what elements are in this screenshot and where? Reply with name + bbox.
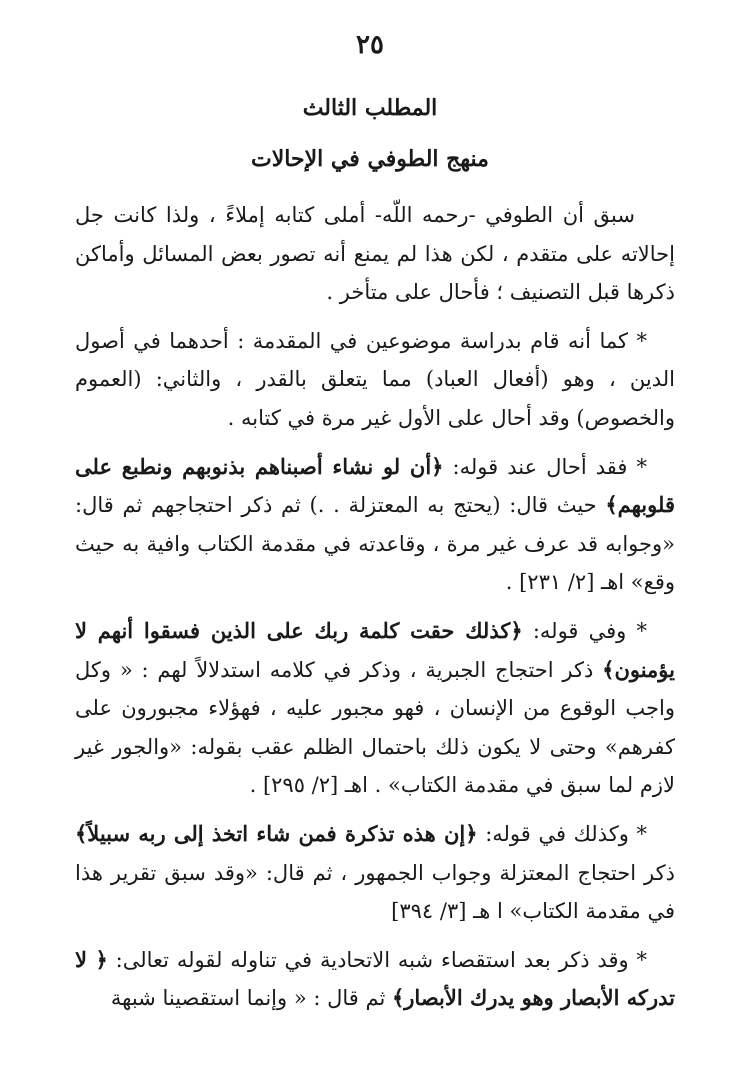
paragraph-text: سبق أن الطوفي -رحمه اللّه- أملى كتابه إملاءً ، ولذا كانت جل إحالاته على متقدم ، لكن هذا لم يمنع أنه تصور بعض المسائل وأماكن ذكرها قبل التصنيف ؛ فأحال على متأخر .: [75, 203, 675, 305]
paragraph-text: ثم قال : « وإنما استقصينا شبهة: [110, 986, 392, 1011]
paragraph-text: ذكر احتجاج الجبرية ، وذكر في كلامه استدلالاً لهم : « وكل واجب الوقوع من الإنسان ، فهو مجبور عليه ، فهؤلاء مجبورون على كفرهم» وحتى لا يكون ذلك باحتمال الظلم عقب بقوله: «والجور غير لازم لما سبق في مقدمة الكتاب» . اهـ [٢/ ٢٩٥] .: [75, 657, 675, 798]
paragraph: [75, 448, 675, 602]
page-number: ٢٥: [356, 30, 384, 60]
quran-verse: ﴿ لا تدركه الأبصار وهو يدرك الأبصار﴾: [75, 946, 675, 1011]
paragraph-text: * فقد أحال عند قوله:: [443, 454, 647, 479]
section-heading: المطلب الثالث: [302, 95, 438, 121]
paragraph: [75, 941, 675, 1018]
paragraph: [75, 612, 675, 805]
paragraph: [75, 322, 675, 438]
quran-verse: ﴿أن لو نشاء أصبناهم بذنوبهم ونطبع على قلوبهم﴾: [75, 453, 675, 518]
paragraph-text: * وقد ذكر بعد استقصاء شبه الاتحادية في تناوله لقوله تعالى:: [107, 947, 647, 972]
section-subheading: منهج الطوفي في الإحالات: [251, 146, 489, 172]
paragraph-text: * وكذلك في قوله:: [477, 821, 647, 846]
paragraph-text: حيث قال: (يحتج به المعتزلة . .) ثم ذكر احتجاجهم ثم قال: «وجوابه قد عرف غير مرة ، وقاعدته في مقدمة الكتاب وافية به حيث وقع» اهـ [٢/ ٢٣١] .: [75, 493, 675, 595]
quran-verse: ﴿كذلك حقت كلمة ربك على الذين فسقوا أنهم لا يؤمنون﴾: [75, 617, 675, 682]
quran-verse: ﴿إن هذه تذكرة فمن شاء اتخذ إلى ربه سبيلاً﴾: [75, 820, 478, 846]
paragraph: [75, 815, 675, 931]
paragraph-text: ذكر احتجاج المعتزلة وجواب الجمهور ، ثم قال: «وقد سبق تقرير هذا في مقدمة الكتاب» ا هـ [٣/ ٣٩٤]: [75, 860, 675, 924]
paragraph: [75, 196, 675, 312]
paragraph-text: * كما أنه قام بدراسة موضوعين في المقدمة : أحدهما في أصول الدين ، وهو (أفعال العباد) مما يتعلق بالقدر ، والثاني: (العموم والخصوص) وقد أحال على الأول غير مرة في كتابه .: [75, 328, 675, 430]
body-text: [75, 196, 675, 1028]
paragraph-text: * وفي قوله:: [522, 618, 647, 643]
